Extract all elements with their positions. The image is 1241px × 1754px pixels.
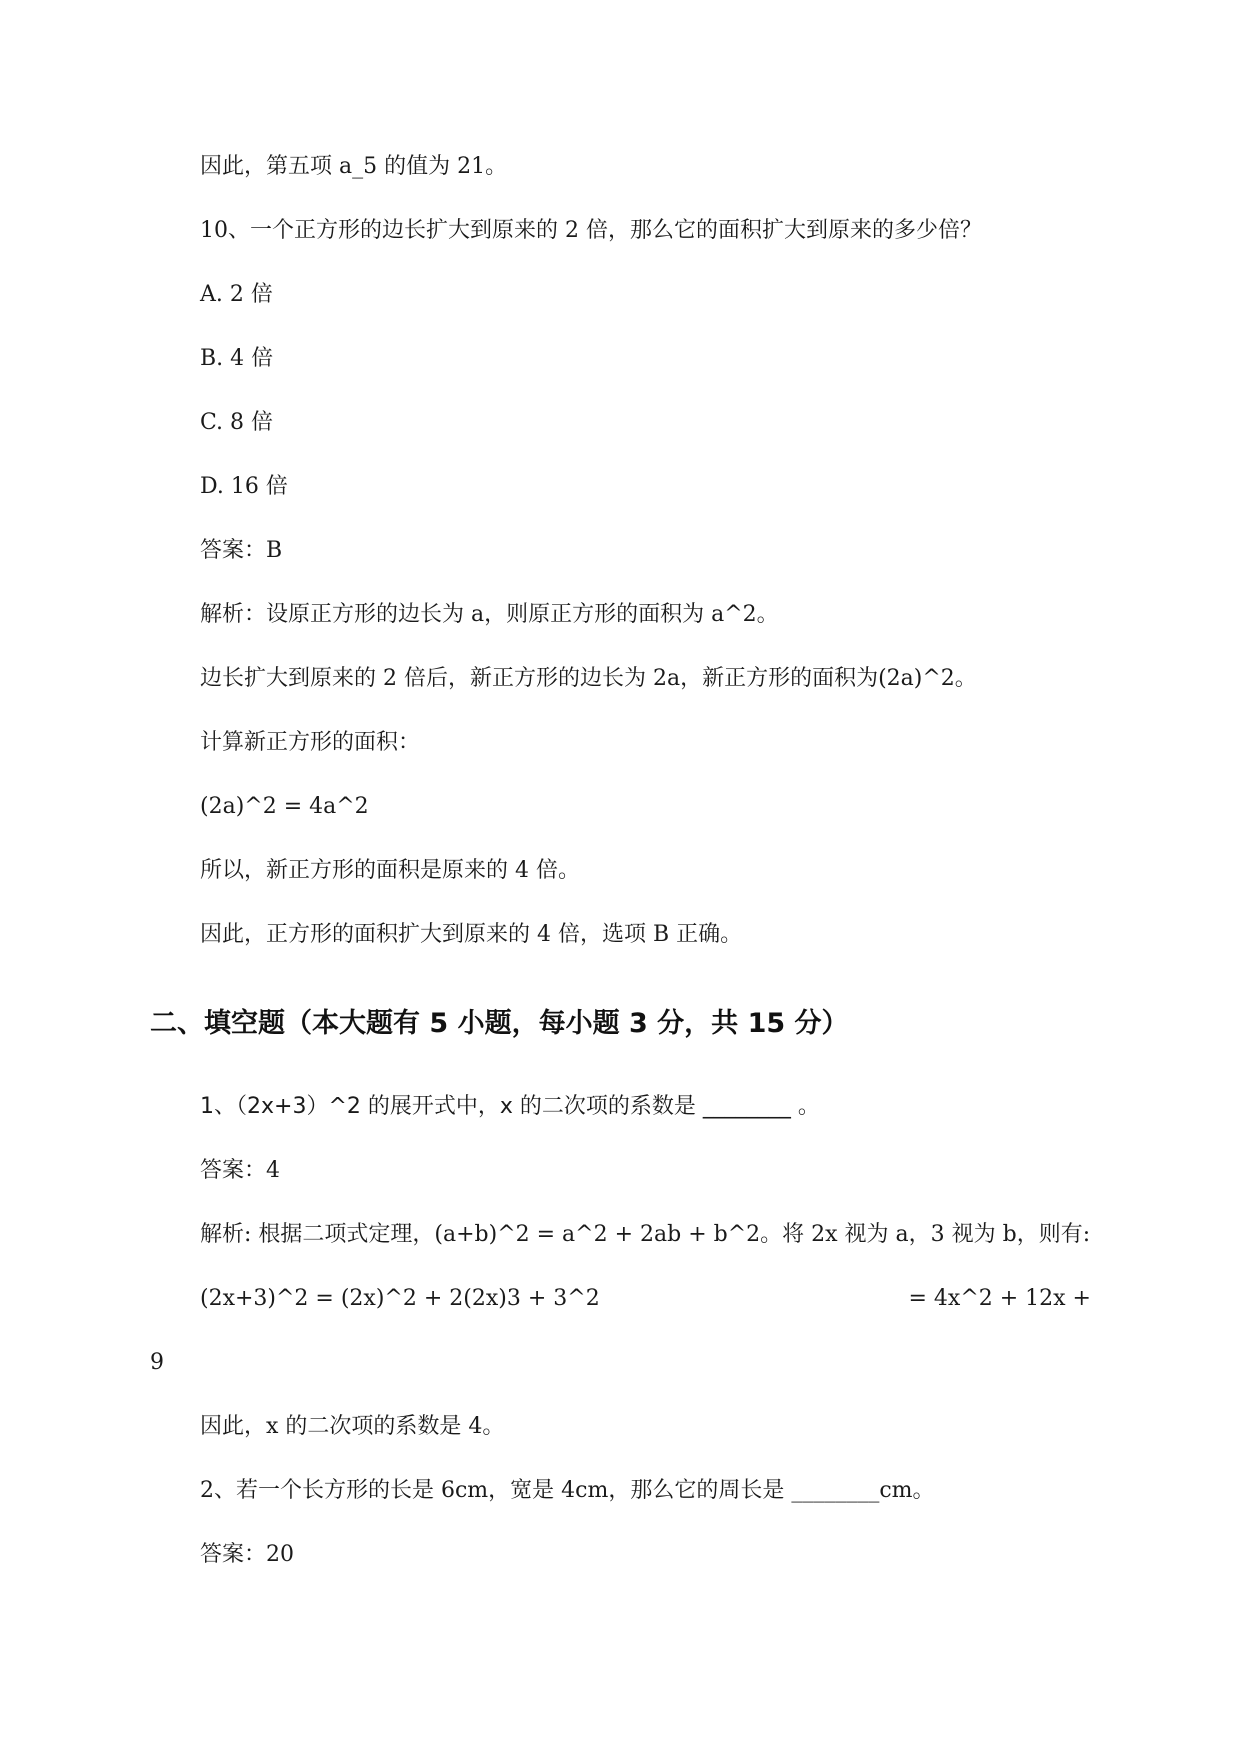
question-10: 10、一个正方形的边长扩大到原来的 2 倍，那么它的面积扩大到原来的多少倍？ — [200, 218, 982, 243]
fill-answer-1: 答案：4 — [200, 1158, 280, 1183]
analysis-10-formula: (2a)^2 = 4a^2 — [200, 794, 369, 819]
analysis-10-line-1: 解析：设原正方形的边长为 a，则原正方形的面积为 a^2。 — [200, 602, 779, 627]
previous-conclusion: 因此，第五项 a_5 的值为 21。 — [200, 154, 508, 179]
fill-expansion-right: = 4x^2 + 12x + — [908, 1286, 1091, 1311]
section-2-heading: 二、填空题（本大题有 5 小题，每小题 3 分，共 15 分） — [150, 1008, 849, 1039]
option-a: A. 2 倍 — [200, 282, 273, 307]
fill-analysis-1: 解析: 根据二项式定理，(a+b)^2 = a^2 + 2ab + b^2。将 2x 视为 a，3 视为 b，则有: — [200, 1222, 1091, 1247]
answer-10: 答案：B — [200, 538, 283, 563]
analysis-10-line-2: 边长扩大到原来的 2 倍后，新正方形的边长为 2a，新正方形的面积为(2a)^2。 — [200, 666, 977, 691]
analysis-10-line-4: 所以，新正方形的面积是原来的 4 倍。 — [200, 858, 580, 883]
option-c: C. 8 倍 — [200, 410, 274, 435]
analysis-10-line-3: 计算新正方形的面积： — [200, 730, 421, 755]
fill-question-2: 2、若一个长方形的长是 6cm，宽是 4cm，那么它的周长是 ________cm。 — [200, 1478, 935, 1503]
option-b: B. 4 倍 — [200, 346, 274, 371]
fill-question-1: 1、（2x+3）^2 的展开式中，x 的二次项的系数是 ________ 。 — [200, 1094, 820, 1119]
option-d: D. 16 倍 — [200, 474, 288, 499]
fill-conclusion-1: 因此，x 的二次项的系数是 4。 — [200, 1414, 505, 1439]
fill-expansion-wrap: 9 — [150, 1350, 164, 1375]
analysis-10-conclusion: 因此，正方形的面积扩大到原来的 4 倍，选项 B 正确。 — [200, 922, 743, 947]
fill-answer-2: 答案：20 — [200, 1542, 294, 1567]
fill-expansion-left: (2x+3)^2 = (2x)^2 + 2(2x)3 + 3^2 — [200, 1286, 600, 1311]
